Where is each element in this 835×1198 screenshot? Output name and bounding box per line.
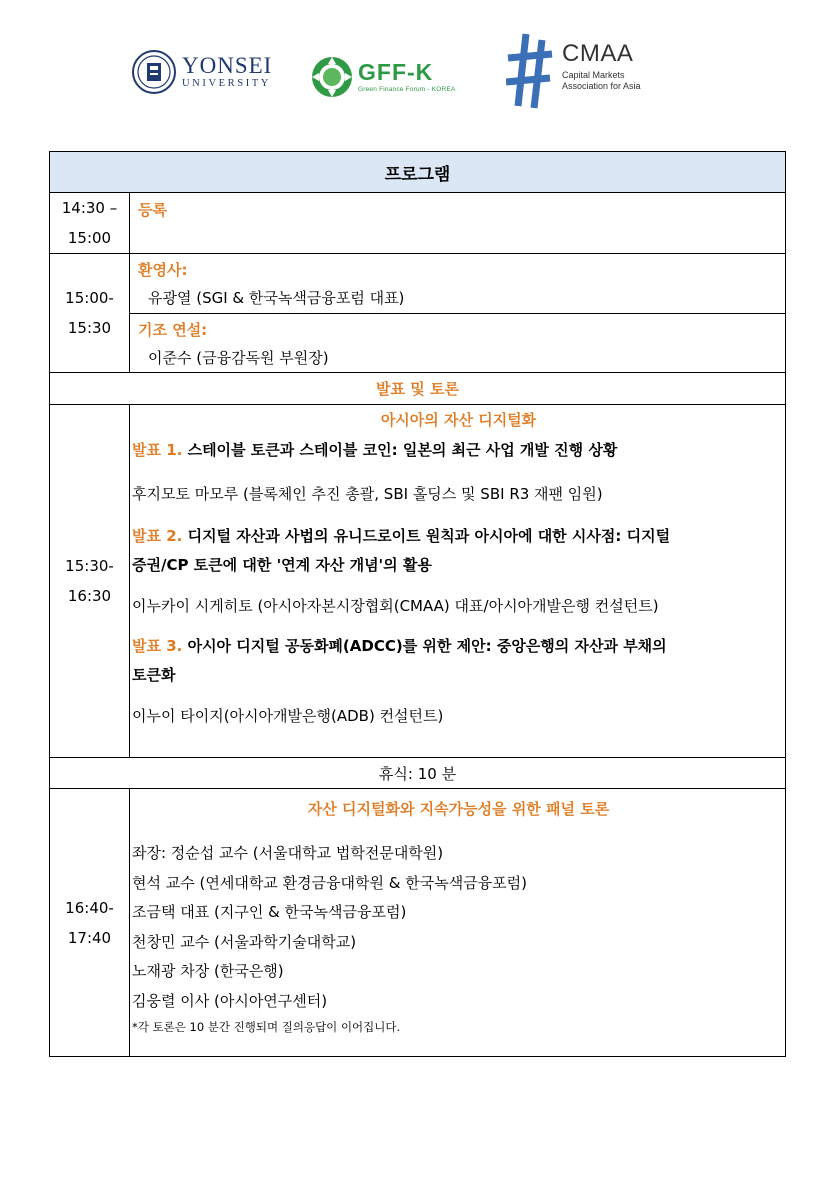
- cmaa-wordmark: [562, 42, 641, 92]
- gffk-subname: Green Finance Forum - KOREA: [358, 85, 456, 93]
- presentation-1-label: 발표 1.: [132, 441, 183, 459]
- cmaa-name: CMAA: [562, 40, 634, 67]
- registration-cell: [130, 193, 786, 254]
- logo-bar: [130, 30, 650, 110]
- gffk-wordmark: [358, 58, 456, 94]
- panelist-item: 노재광 차장 (한국은행): [132, 962, 284, 980]
- time-end: 15:30: [67, 319, 112, 337]
- presentation-3-speaker: 이누이 타이지(아시아개발은행(ADB) 컨설턴트): [132, 707, 444, 725]
- gffk-leaf-emblem-icon: [310, 55, 354, 99]
- cmaa-subname-line2: Association for Asia: [562, 81, 641, 91]
- time-end: 17:40: [67, 928, 112, 947]
- panel-cell: [130, 789, 786, 1057]
- panelist-item: 현석 교수 (연세대학교 환경금융대학원 & 한국녹색금융포럼): [132, 873, 528, 892]
- registration-row: [50, 193, 786, 254]
- presentation-1-speaker: 후지모토 마모루 (블록체인 추진 총괄, SBI 홀딩스 및 SBI R3 재팬 임원): [132, 485, 603, 503]
- time-start: 15:30-: [65, 557, 114, 575]
- presentation-3-title-line1: 아시아 디지털 공동화폐(ADCC)를 위한 제안: 중앙은행의 자산과 부채의: [187, 637, 667, 655]
- yonsei-wordmark: [182, 54, 272, 90]
- presentation-1-title-text: 스테이블 토큰과 스테이블 코인: 일본의 최근 사업 개발 진행 상황: [187, 441, 618, 459]
- program-title: 프로그램: [50, 152, 786, 193]
- time-cell: [50, 405, 130, 758]
- panelist-item: 좌장: 정순섭 교수 (서울대학교 법학전문대학원): [132, 844, 444, 862]
- registration-label: 등록: [138, 201, 167, 219]
- break-row: [50, 758, 786, 789]
- time-end: 15:00: [67, 229, 112, 247]
- welcome-label: 환영사:: [138, 261, 188, 279]
- panel-note: *각 토론은 10 분간 진행되며 질의응답이 이어집니다.: [132, 1020, 401, 1034]
- welcome-cell: [130, 254, 786, 314]
- time-cell: [50, 789, 130, 1057]
- cmaa-hash-emblem-icon: [506, 32, 554, 110]
- cmaa-subname: [562, 70, 641, 92]
- panelist-item: 김웅렬 이사 (아시아연구센터): [132, 991, 328, 1010]
- presentations-cell: [130, 405, 786, 758]
- yonsei-name: YONSEI: [182, 53, 273, 79]
- presentation-2-title: [132, 522, 785, 580]
- keynote-label: 기조 연설:: [138, 321, 208, 339]
- presentation-2-title-line2: 증권/CP 토큰에 대한 '연계 자산 개념'의 활용: [132, 556, 432, 574]
- time-start: 16:40-: [65, 898, 114, 917]
- panelist-list: [132, 839, 785, 1016]
- break-text: 휴식: 10 분: [50, 758, 786, 789]
- presentation-2-label: 발표 2.: [132, 527, 183, 545]
- presentation-2-speaker: 이누카이 시게히토 (아시아자본시장협회(CMAA) 대표/아시아개발은행 컨설턴트): [132, 597, 659, 615]
- presentation-3-label: 발표 3.: [132, 637, 183, 655]
- time-start: 14:30 –: [61, 199, 118, 217]
- panelist-item: 조금택 대표 (지구인 & 한국녹색금융포럼): [132, 903, 407, 921]
- time-cell: [50, 254, 130, 373]
- time-end: 16:30: [67, 587, 112, 605]
- section-row: [50, 373, 786, 405]
- presentation-3-title: [132, 632, 785, 690]
- program-header-row: [50, 152, 786, 193]
- time-start: 15:00-: [65, 289, 114, 307]
- cmaa-logo: [506, 32, 641, 110]
- welcome-row: [50, 254, 786, 314]
- presentation-1-title: [132, 436, 785, 464]
- keynote-speaker: 이준수 (금융감독원 부원장): [148, 349, 329, 367]
- time-cell: [50, 193, 130, 254]
- cmaa-subname-line1: Capital Markets: [562, 70, 625, 80]
- yonsei-emblem-icon: [132, 50, 176, 94]
- presentation-2-title-line1: 디지털 자산과 사법의 유니드로이트 원칙과 아시아에 대한 시사점: 디지털: [187, 527, 671, 545]
- presentation-3-title-line2: 토큰화: [132, 666, 176, 684]
- keynote-row: [50, 314, 786, 373]
- presentations-row: [50, 405, 786, 758]
- gffk-name: GFF-K: [358, 58, 434, 85]
- yonsei-subname: UNIVERSITY: [182, 78, 271, 90]
- program-table: [49, 151, 786, 1057]
- section-presentations: 발표 및 토론: [50, 373, 786, 405]
- panel-theme: 자산 디지털화와 지속가능성을 위한 패널 토론: [307, 800, 610, 818]
- gffk-logo: [310, 55, 456, 99]
- presentations-theme: 아시아의 자산 디지털화: [380, 411, 537, 429]
- panelist-item: 천창민 교수 (서울과학기술대학교): [132, 932, 357, 951]
- yonsei-logo: [132, 50, 272, 94]
- keynote-cell: [130, 314, 786, 373]
- welcome-speaker: 유광열 (SGI & 한국녹색금융포럼 대표): [148, 289, 405, 307]
- panel-row: [50, 789, 786, 1057]
